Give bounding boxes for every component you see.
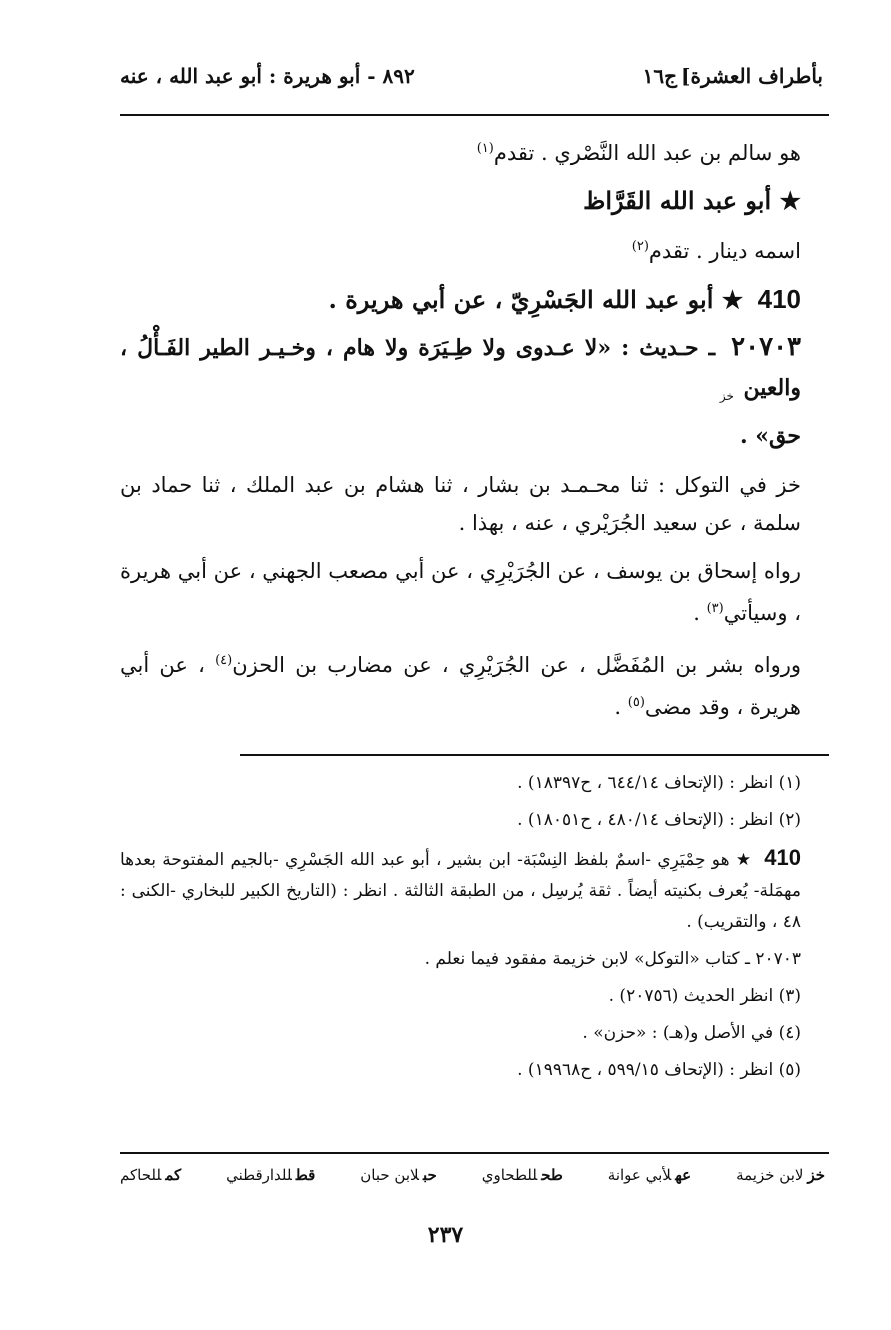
paragraph-5-text-b: ، عن أبي هريرة ، وقد مضى: [120, 653, 801, 720]
paragraph-3: خز في التوكل : ثنا محـمـد بن بشار ، ثنا هشام بن عبد الملك ، ثنا حماد بن سلمة ، عن سعيد الجُرَيْري ، عنه ، بهذا .: [120, 473, 801, 536]
paragraph-4-end: .: [693, 601, 707, 626]
paragraph-5-end: .: [614, 695, 628, 720]
entry-heading-jasri: [120, 280, 801, 319]
legend-divider: [120, 1152, 829, 1154]
paragraph-1: [120, 130, 801, 172]
entry-heading-qarrat: [120, 182, 801, 220]
footnote-5: (٥) انظر : (الإتحاف ٥٩٩/١٥ ، ح١٩٩٦٨) .: [517, 1060, 801, 1080]
footnote-ref-4[interactable]: (٤): [215, 653, 233, 669]
page-number: ٢٣٧: [427, 1222, 464, 1248]
legend-source: لابن حبان: [360, 1166, 419, 1184]
paragraph-2: [120, 228, 801, 270]
entry-number: 410: [757, 284, 801, 314]
footnote-2: (٢) انظر : (الإتحاف ٤٨٠/١٤ ، ح١٨٠٥١) .: [517, 810, 801, 830]
legend-item: [120, 1166, 181, 1184]
header-book-info: [643, 64, 823, 88]
paragraph-4-text: رواه إسحاق بن يوسف ، عن الجُرَيْرِي ، عن أبي مصعب الجهني ، عن أبي هريرة ، وسيأتي: [120, 559, 801, 626]
legend-source: لأبي عوانة: [607, 1166, 672, 1184]
entry-heading-jasri-text: ★ أبو عبد الله الجَسْرِيّ ، عن أبي هريرة .: [328, 285, 744, 314]
footnote-divider: [240, 754, 829, 756]
legend-item: [360, 1166, 437, 1184]
footnote-ref-5[interactable]: (٥): [627, 695, 645, 711]
legend-item: [608, 1166, 691, 1184]
legend-source: للطحاوي: [481, 1166, 538, 1184]
hadith-block: [120, 327, 801, 456]
paragraph-5: [120, 642, 801, 726]
hadith-text-end: حق» .: [739, 423, 801, 450]
legend-abbr: كم: [165, 1166, 182, 1184]
legend-item: [736, 1166, 825, 1184]
legend-source: للدارقطني: [226, 1166, 292, 1184]
header-volume: ج١٦: [642, 64, 678, 88]
hadith-number: ٢٠٧٠٣: [731, 332, 801, 362]
paragraph-2-text: اسمه دينار . تقدم: [648, 239, 801, 263]
paragraph-1-text: هو سالم بن عبد الله النَّصْري . تقدم: [493, 141, 801, 165]
footnote-ref-3[interactable]: (٣): [706, 601, 724, 617]
legend-abbr: طح: [541, 1166, 563, 1184]
footnote-hadith-note: ٢٠٧٠٣ ـ كتاب «التوكل» لابن خزيمة مفقود فيما نعلم .: [424, 949, 801, 969]
legend-abbr: حب: [422, 1166, 437, 1184]
footnote-3: (٣) انظر الحديث (٢٠٧٥٦) .: [608, 986, 801, 1006]
paragraph-4: [120, 552, 801, 632]
legend-item: [226, 1166, 315, 1184]
header-book-title: بأطراف العشرة]: [681, 64, 823, 88]
footnote-4: (٤) في الأصل و(هـ) : «حزن» .: [582, 1023, 801, 1043]
paragraph-5-text-a: ورواه بشر بن المُفَضَّل ، عن الجُرَيْرِي ، عن مضارب بن الحزن: [232, 653, 801, 678]
header-section: [120, 64, 415, 88]
footnotes: [120, 768, 801, 1092]
biography-text: ★ هو حِمْيَرِي -اسمٌ بلفظ النِسْبَة- ابن بشير ، أبو عبد الله الجَسْرِي -بالجيم المفتوحة بعدها مهمَلة- يُعرف بكنيته أيضاً . ثقة يُرسِل ، من الطبقة الثالثة . انظر : (التاريخ الكبير للبخاري -الكنى : ٤٨ ، والتقريب) .: [120, 850, 801, 932]
footnote-ref-2[interactable]: (٢): [631, 239, 649, 254]
footnote-1: (١) انظر : (الإتحاف ٦٤٤/١٤ ، ح١٨٣٩٧) .: [517, 773, 801, 793]
legend-abbr: قط: [295, 1166, 316, 1184]
hadith-text: ـ حـديث : «لا عـدوى ولا طِـيَرَة ولا هام ، وخـيـر الطير الفَـأْلُ ، والعين: [120, 335, 801, 401]
footnote-ref-1[interactable]: (١): [476, 141, 494, 156]
footnote-biography: [120, 842, 801, 938]
legend-abbr: خز: [807, 1166, 825, 1184]
header-section-title: ٨٩٢ - أبو هريرة : أبو عبد الله ، عنه: [120, 64, 415, 88]
source-symbol: خز: [719, 389, 734, 404]
legend-source: للحاكم: [120, 1166, 162, 1184]
legend-abbr: عه: [675, 1166, 692, 1184]
abbreviation-legend: [120, 1166, 825, 1184]
main-text: [120, 130, 801, 736]
running-header: [120, 60, 823, 92]
header-divider: [120, 114, 829, 116]
legend-item: [482, 1166, 563, 1184]
legend-source: لابن خزيمة: [736, 1166, 804, 1184]
biography-number: 410: [764, 845, 801, 870]
entry-heading-qarrat-text: ★ أبو عبد الله القَرَّاظ: [583, 186, 801, 215]
